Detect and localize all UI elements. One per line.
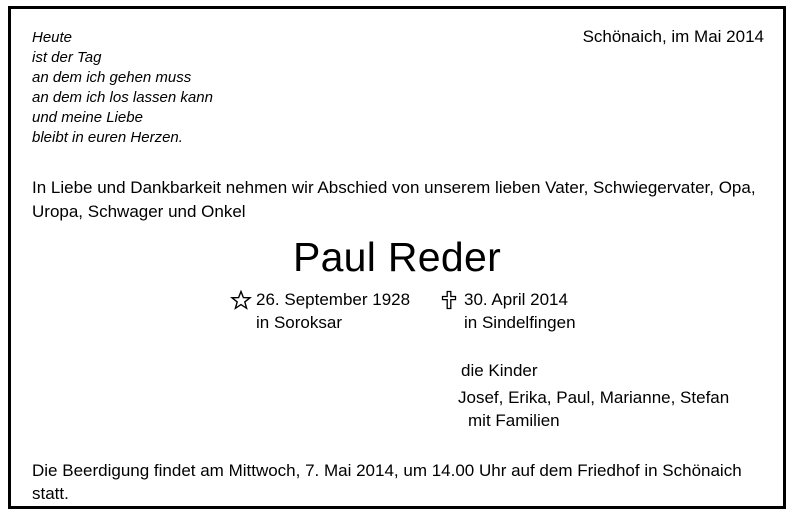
deceased-name: Paul Reder <box>292 234 502 280</box>
mourners-label: die Kinder <box>461 361 538 380</box>
mourners-families-line: mit Familien <box>468 411 560 430</box>
mourners-names <box>458 386 729 432</box>
poem <box>32 28 213 148</box>
poem-line: an dem ich los lassen kann <box>32 89 213 106</box>
poem-line: Heute <box>32 29 73 46</box>
funeral-notice: Die Beerdigung findet am Mittwoch, 7. Mai 2014, um 14.00 Uhr auf dem Friedhof in Schönaich statt. <box>32 461 742 503</box>
birth-place: in Soroksar <box>256 313 342 332</box>
poem-line: ist der Tag <box>32 49 102 66</box>
star-icon <box>230 290 252 310</box>
death-info <box>438 288 576 334</box>
death-place: in Sindelfingen <box>464 313 576 332</box>
death-date: 30. April 2014 <box>464 290 568 309</box>
birth-date: 26. September 1928 <box>256 290 411 309</box>
birth-info <box>230 288 410 334</box>
poem-line: an dem ich gehen muss <box>32 69 192 86</box>
poem-line: und meine Liebe <box>32 109 143 126</box>
place-date: Schönaich, im Mai 2014 <box>582 27 764 46</box>
poem-line: bleibt in euren Herzen. <box>32 129 183 146</box>
mourners-names-line: Josef, Erika, Paul, Marianne, Stefan <box>458 388 730 407</box>
intro-text: In Liebe und Dankbarkeit nehmen wir Abschied von unserem lieben Vater, Schwiegervater, Opa, Uropa, Schwager und Onkel <box>32 178 756 221</box>
cross-icon <box>438 290 460 310</box>
obituary-frame <box>8 6 786 509</box>
